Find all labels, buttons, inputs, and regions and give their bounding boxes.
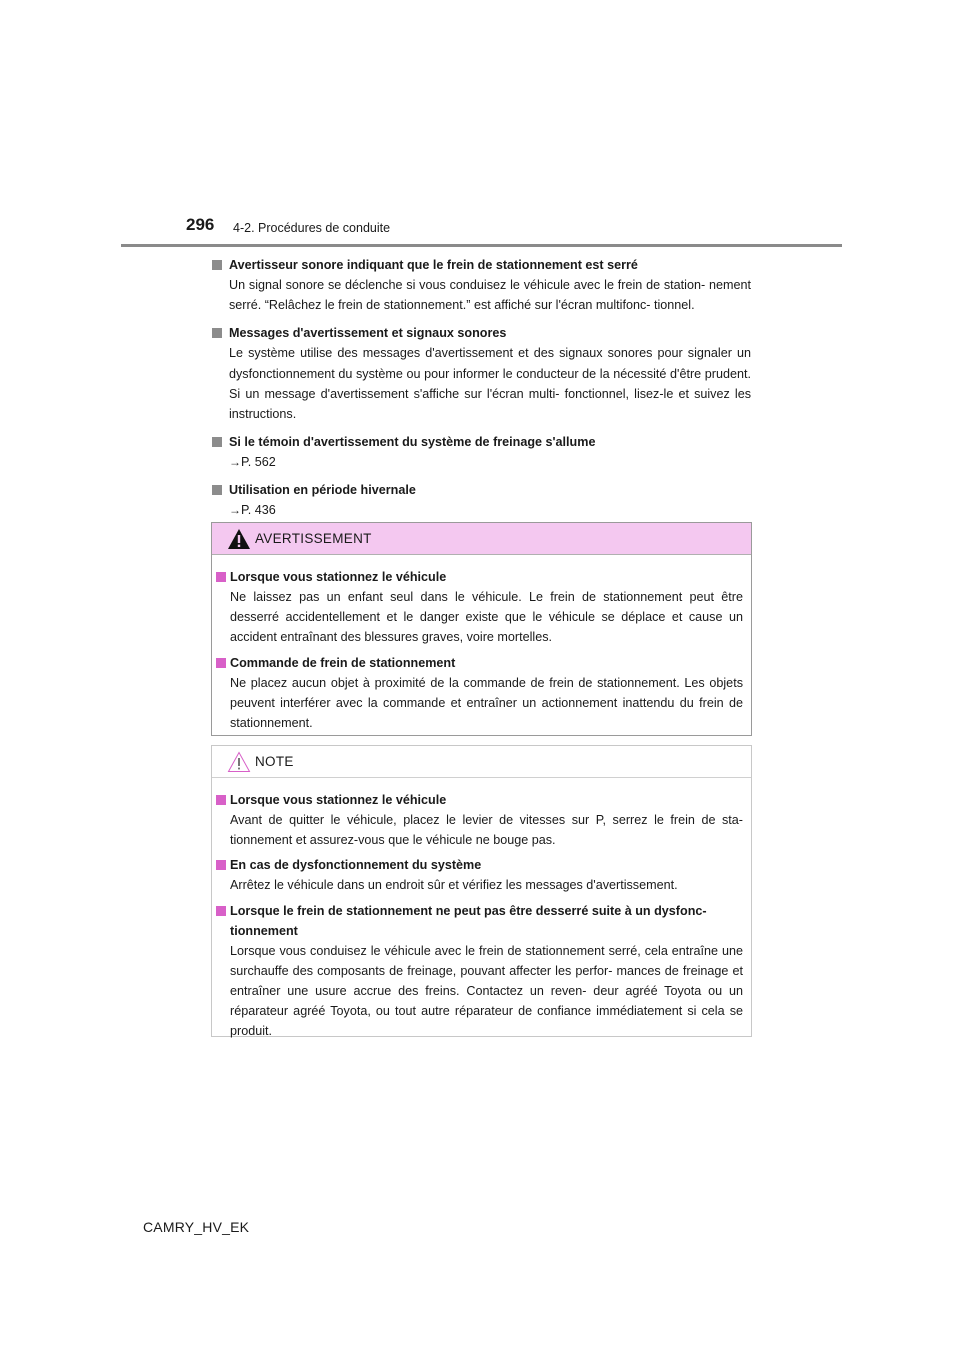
note-item (214, 855, 743, 895)
item-title: Messages d'avertissement et signaux sonores (211, 323, 751, 343)
square-bullet-icon (212, 260, 222, 270)
item-body: Ne placez aucun objet à proximité de la commande de frein de stationnement. Les objets peuvent interférer avec la commande et entraîner un actionnement inattendu du frein de stationnement. (230, 675, 743, 731)
page-reference-link[interactable]: →P. 436 (229, 503, 276, 518)
caution-triangle-outline-icon (227, 751, 251, 773)
warning-item (214, 567, 743, 648)
item-body: Un signal sonore se déclenche si vous conduisez le véhicule avec le frein de station- nement serré. “Relâchez le frein de stationnement.” est affiché sur l'écran multifonc- tionnel. (229, 278, 751, 313)
warning-item (214, 653, 743, 734)
square-bullet-icon (216, 795, 226, 805)
page-reference-link[interactable]: →P. 562 (229, 455, 276, 470)
item-title: Lorsque vous stationnez le véhicule (214, 567, 743, 587)
note-item (214, 901, 743, 1042)
square-bullet-icon (212, 485, 222, 495)
note-header (212, 746, 751, 778)
square-bullet-icon (216, 860, 226, 870)
item-title: Lorsque le frein de stationnement ne peut pas être desserré suite à un dysfonc- tionnement (214, 901, 743, 941)
item-title: Avertisseur sonore indiquant que le frein de stationnement est serré (211, 255, 751, 275)
arrow-right-icon: → (229, 455, 241, 470)
item-body: Le système utilise des messages d'avertissement et des signaux sonores pour signaler un dysfonctionnement du système ou pour informer le conducteur de la nécessité d'être prudent. Si un message d'avertissement s'affiche sur l'écran multi- fonctionnel, lisez-le et suivez les instructions. (229, 346, 751, 422)
section-item (211, 480, 751, 520)
item-body: Ne laissez pas un enfant seul dans le véhicule. Le frein de stationnement peut être desserré accidentellement et le danger existe que le véhicule se déplace et cause un accident entraînant des blessures graves, voire mortelles. (230, 590, 743, 645)
main-content (211, 255, 751, 528)
item-title: Commande de frein de stationnement (214, 653, 743, 673)
square-bullet-icon (212, 437, 222, 447)
section-item (211, 432, 751, 472)
square-bullet-icon (216, 906, 226, 916)
item-body: Lorsque vous conduisez le véhicule avec le frein de stationnement serré, cela entraîne une surchauffe des composants de freinage, pouvant affecter les perfor- mances de freinage et entraîner une usure accrue des freins. Contactez un reven- deur agréé Toyota ou un réparateur agréé Toyota, ou tout autre réparateur de confiance immédiatement si cela se produit. (230, 943, 743, 1039)
item-title: Utilisation en période hivernale (211, 480, 751, 500)
document-code: CAMRY_HV_EK (143, 1219, 250, 1235)
page-header (0, 0, 960, 250)
item-title: En cas de dysfonctionnement du système (214, 855, 743, 875)
item-body: Avant de quitter le véhicule, placez le levier de vitesses sur P, serrez le frein de sta- tionnement et assurez-vous que le véhicule ne bouge pas. (230, 813, 743, 848)
warning-box (211, 522, 752, 736)
note-content (212, 778, 751, 1042)
section-title: 4-2. Procédures de conduite (233, 221, 391, 235)
note-item (214, 790, 743, 850)
item-title: Si le témoin d'avertissement du système de freinage s'allume (211, 432, 751, 452)
square-bullet-icon (216, 572, 226, 582)
note-box (211, 745, 752, 1037)
warning-header (212, 523, 751, 555)
page-number: 296 (186, 215, 215, 234)
item-body: Arrêtez le véhicule dans un endroit sûr et vérifiez les messages d'avertissement. (230, 878, 678, 893)
square-bullet-icon (216, 658, 226, 668)
arrow-right-icon: → (229, 503, 241, 518)
warning-label: AVERTISSEMENT (255, 531, 372, 546)
section-item (211, 255, 751, 315)
square-bullet-icon (212, 328, 222, 338)
item-title: Lorsque vous stationnez le véhicule (214, 790, 743, 810)
note-label: NOTE (255, 754, 294, 769)
section-item (211, 323, 751, 424)
warning-triangle-icon (227, 528, 251, 550)
warning-content (212, 555, 751, 733)
header-divider (121, 244, 842, 247)
